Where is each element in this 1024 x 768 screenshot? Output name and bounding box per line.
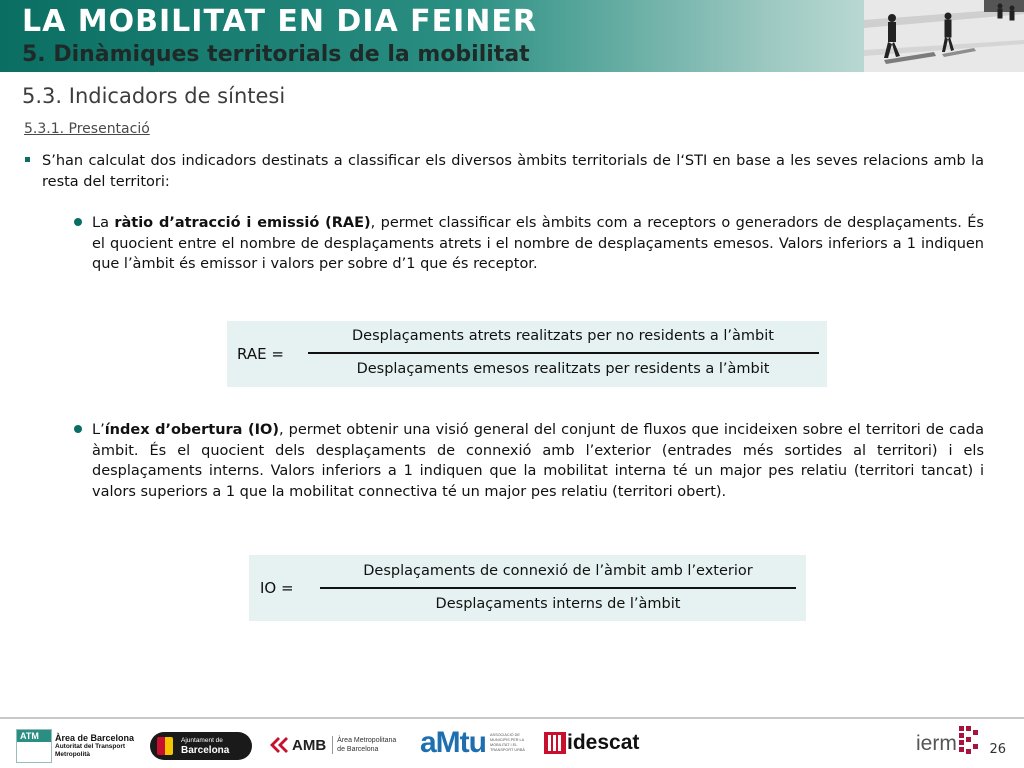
round-bullet-icon [74, 218, 82, 226]
atm-line1: Àrea de Barcelona [55, 733, 135, 743]
ajuntament-name: Barcelona [181, 745, 230, 756]
io-formula-label: IO = [260, 579, 294, 597]
intro-text: S’han calculat dos indicadors destinats a classificar els diversos àmbits territorials de l‘STI en base a les seves relacions amb la resta del territori: [42, 153, 984, 190]
io-term: índex d’obertura (IO) [104, 422, 279, 438]
amb-logo [270, 736, 396, 754]
rae-denominator: Desplaçaments emesos realitzats per residents a l’àmbit [356, 361, 770, 377]
amb-line2: de Barcelona [337, 746, 379, 753]
atm-line3: Metropolità [55, 751, 91, 758]
rae-description: , permet classificar els àmbits com a receptors o generadors de desplaçaments. És el quocient entre el nombre de desplaçaments atrets i el nombre de desplaçaments emesos. Valors inferiors a 1 indiquen que l’àmbit és emissor i valors per sobre d’1 que és receptor. [92, 215, 984, 272]
subsection-title: 5.3.1. Presentació [24, 121, 150, 137]
io-fraction-line [320, 587, 796, 589]
rae-term: ràtio d’atracció i emissió (RAE) [114, 215, 371, 231]
rae-pre: La [92, 215, 115, 231]
round-bullet-icon [74, 425, 82, 433]
header-banner [0, 0, 1024, 72]
page-subtitle: 5. Dinàmiques territorials de la mobilitat [22, 42, 530, 67]
io-denominator: Desplaçaments interns de l’àmbit [435, 596, 681, 612]
idescat-grid-icon [544, 732, 566, 754]
io-pre: L’ [92, 422, 105, 438]
amtu-logo [420, 726, 530, 760]
shield-icon [157, 737, 173, 755]
ajuntament-barcelona-logo [150, 732, 252, 760]
io-numerator: Desplaçaments de connexió de l’àmbit amb l’exterior [363, 563, 753, 579]
header-photo [864, 0, 1024, 72]
iermb-pixel-b-icon [957, 724, 983, 756]
io-paragraph [92, 420, 984, 502]
atm-line2: Autoritat del Transport [55, 743, 126, 750]
amb-chevrons-icon [270, 737, 290, 753]
rae-fraction-line [308, 352, 819, 354]
atm-badge: ATM [17, 730, 51, 742]
io-description: , permet obtenir una visió general del conjunt de fluxos que incideixen sobre el territori de cada àmbit. És el quocient dels desplaçaments de connexió amb l’exterior (entrades més sortides al territori) i els desplaçaments interns. Valors inferiors a 1 indiquen que la mobilitat interna té un major pes relatiu (territori tancat) i valors superiors a 1 que la mobilitat connectiva té un major pes relatiu (territori obert). [92, 422, 984, 500]
idescat-logo [544, 731, 639, 755]
page-number: 26 [989, 742, 1006, 757]
page-title: LA MOBILITAT EN DIA FEINER [22, 4, 537, 39]
ajuntament-top: Ajuntament de [181, 737, 223, 744]
section-title: 5.3. Indicadors de síntesi [22, 84, 286, 108]
amtu-small-text: ASSOCIACIÓ DE MUNICIPIS PER LA MOBILITAT I EL TRANSPORT URBÀ [490, 733, 525, 752]
rae-paragraph [92, 213, 984, 275]
amb-line1: Àrea Metropolitana [337, 737, 397, 744]
iermb-text: ierm [916, 732, 957, 755]
amb-text: AMB [292, 736, 327, 754]
atm-logo [16, 729, 134, 763]
square-bullet-icon [25, 157, 30, 162]
iermb-logo [916, 724, 983, 756]
idescat-text: idescat [567, 731, 640, 754]
rae-numerator: Desplaçaments atrets realitzats per no residents a l’àmbit [352, 328, 774, 344]
pedestrians-image [864, 0, 1024, 72]
rae-formula-label: RAE = [237, 345, 284, 363]
amtu-text: aMtu [420, 726, 486, 759]
footer-divider [0, 717, 1024, 719]
